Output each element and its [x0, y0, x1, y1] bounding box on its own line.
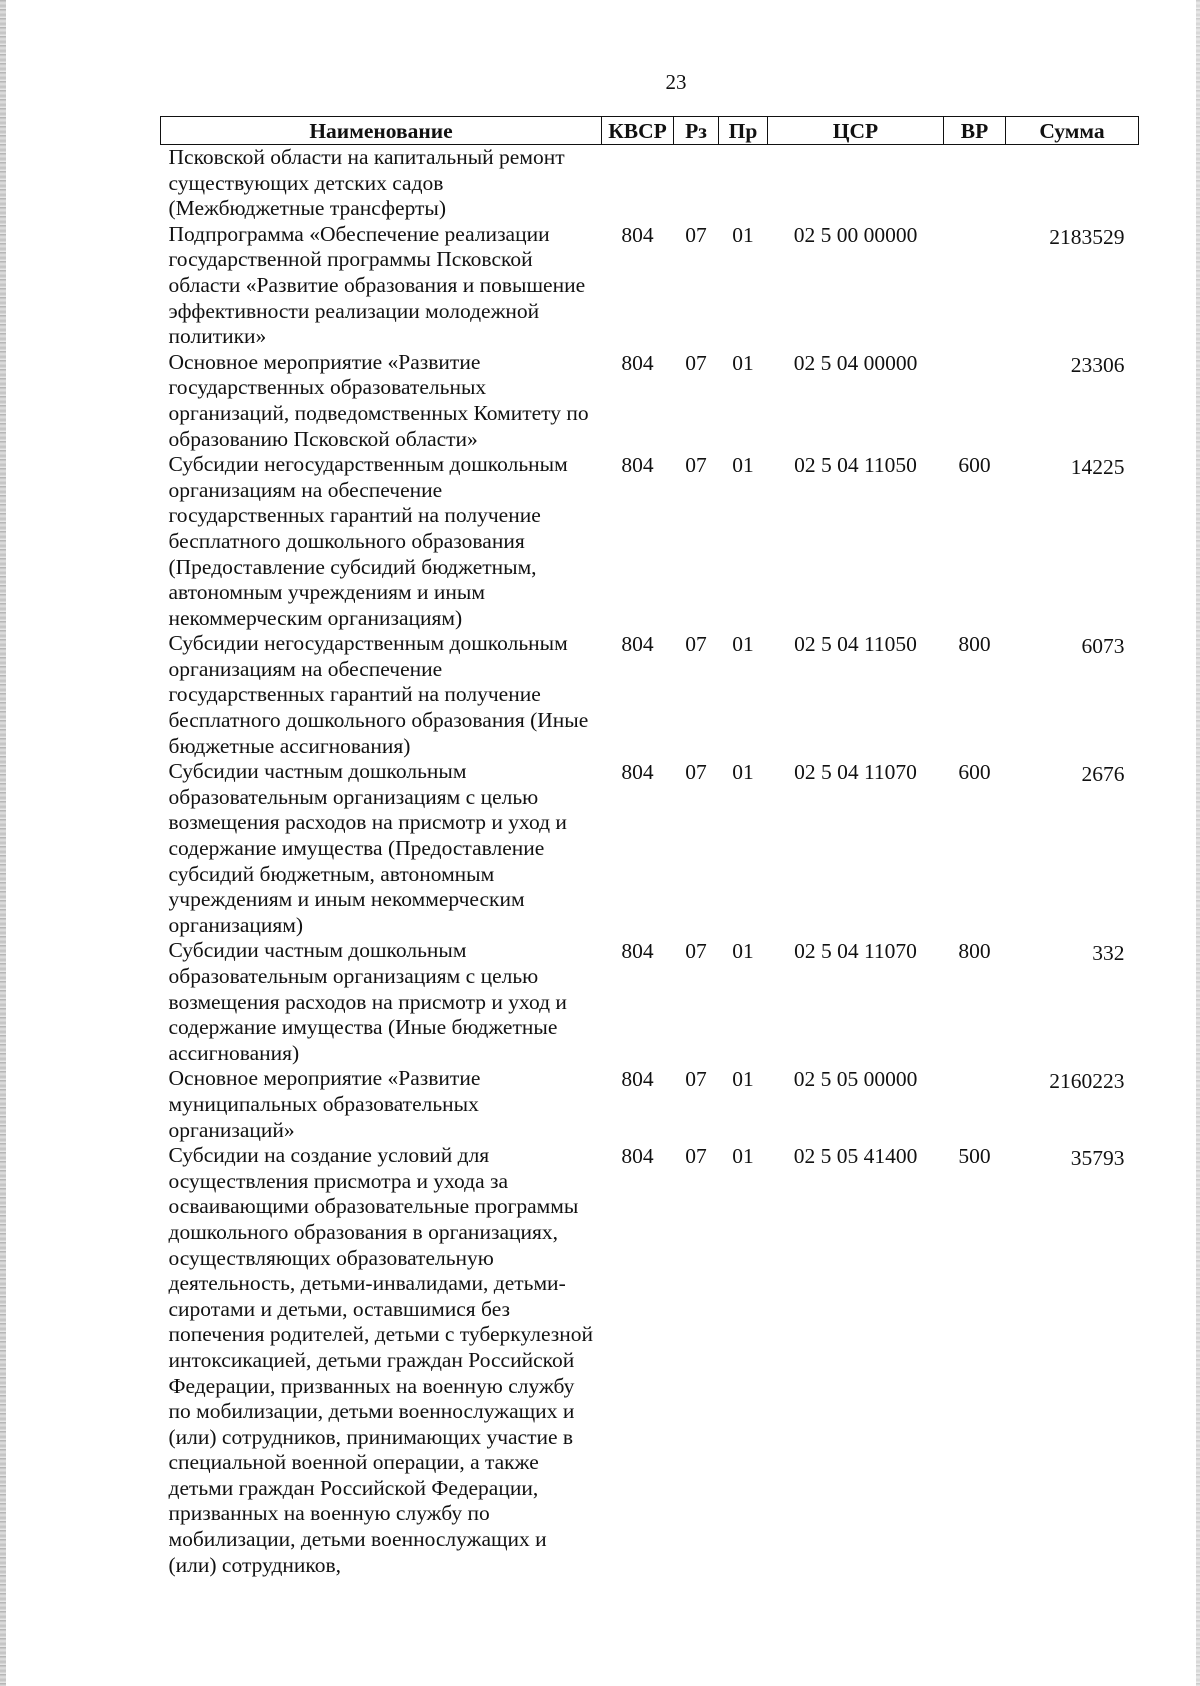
table-header-row	[161, 117, 1139, 145]
row-sum: 23306	[1070, 352, 1125, 377]
row-vr: 600	[958, 760, 991, 785]
row-pr: 01	[732, 1067, 754, 1092]
row-kvsr: 804	[621, 632, 654, 657]
table-row	[161, 452, 1139, 631]
row-pr: 01	[732, 222, 754, 247]
scan-edge-right	[1196, 0, 1200, 1686]
row-vr	[944, 1066, 1006, 1143]
row-pr	[719, 145, 768, 222]
row-kvsr: 804	[621, 453, 654, 478]
row-sum: 332	[1092, 941, 1125, 966]
table-row	[161, 350, 1139, 452]
row-csr	[768, 145, 944, 222]
row-name: Псковской области на капитальный ремонт существующих детских садов (Межбюджетные трансферты)	[168, 145, 565, 221]
row-kvsr: 804	[621, 350, 654, 375]
row-csr: 02 5 04 11050	[794, 453, 917, 478]
row-sum: 6073	[1081, 634, 1125, 659]
row-sum: 2160223	[1049, 1069, 1125, 1094]
scan-edge-left	[0, 0, 6, 1686]
row-pr: 01	[732, 632, 754, 657]
row-vr: 500	[958, 1144, 991, 1169]
row-pr: 01	[732, 1144, 754, 1169]
row-vr: 800	[958, 632, 991, 657]
table-row	[161, 938, 1139, 1066]
row-rz	[674, 145, 719, 222]
row-sum: 2676	[1081, 762, 1125, 787]
row-name: Субсидии на создание условий для осуществления присмотра и ухода за осваивающими образовательные программы дошкольного образования в организациях, осуществляющих образовательную деятельность, детьми-инвалидами, детьми-сиротами и детьми, оставшимися без попечения родителей, детьми с туберкулезной интоксикацией, детьми граждан Российской Федерации, призванных на военную службу по мобилизации, детьми военнослужащих и (или) сотрудников, принимающих участие в специальной военной операции, а также детьми граждан Российской Федерации, призванных на военную службу по мобилизации, детьми военнослужащих и (или) сотрудников,	[168, 1143, 594, 1577]
row-sum: 2183529	[1049, 224, 1125, 249]
table-row	[161, 631, 1139, 759]
row-pr: 01	[732, 760, 754, 785]
row-pr: 01	[732, 453, 754, 478]
row-pr: 01	[732, 350, 754, 375]
budget-table	[160, 116, 1139, 1578]
row-name: Основное мероприятие «Развитие муниципальных образовательных организаций»	[168, 1066, 481, 1142]
row-sum: 35793	[1070, 1146, 1125, 1171]
row-vr: 600	[958, 453, 991, 478]
row-kvsr: 804	[621, 1067, 654, 1092]
row-vr	[944, 222, 1006, 350]
row-rz: 07	[685, 1067, 707, 1092]
row-csr: 02 5 04 11070	[794, 760, 917, 785]
row-csr: 02 5 04 00000	[793, 350, 918, 375]
row-csr: 02 5 05 00000	[793, 1067, 918, 1092]
row-rz: 07	[685, 939, 707, 964]
row-rz: 07	[685, 350, 707, 375]
row-kvsr: 804	[621, 1144, 654, 1169]
row-sum: 14225	[1070, 455, 1125, 480]
row-rz: 07	[685, 632, 707, 657]
header-kvsr: КВСР	[602, 117, 674, 145]
row-name: Подпрограмма «Обеспечение реализации государственной программы Псковской области «Развитие образования и повышение эффективности реализации молодежной политики»	[168, 221, 586, 349]
row-csr: 02 5 00 00000	[793, 222, 918, 247]
row-vr: 800	[958, 939, 991, 964]
row-kvsr: 804	[621, 222, 654, 247]
row-name: Субсидии негосударственным дошкольным организациям на обеспечение государственных гарантий на получение бесплатного дошкольного образования (Предоставление субсидий бюджетным, автономным учреждениям и иным некоммерческим организациям)	[168, 452, 568, 630]
table-row	[161, 222, 1139, 350]
row-rz: 07	[685, 1144, 707, 1169]
row-rz: 07	[685, 453, 707, 478]
row-vr	[944, 350, 1006, 452]
header-rz: Рз	[674, 117, 719, 145]
page-number: 23	[665, 70, 687, 94]
table-row	[161, 1143, 1139, 1578]
row-name: Основное мероприятие «Развитие государственных образовательных организаций, подведомственных Комитету по образованию Псковской области»	[168, 349, 589, 451]
row-name: Субсидии частным дошкольным образовательным организациям с целью возмещения расходов на присмотр и уход и содержание имущества (Предоставление субсидий бюджетным, автономным учреждениям и иным некоммерческим организациям)	[168, 759, 567, 937]
row-kvsr: 804	[621, 760, 654, 785]
row-kvsr: 804	[621, 939, 654, 964]
header-name: Наименование	[161, 117, 602, 145]
row-sum	[1006, 145, 1139, 222]
row-csr: 02 5 04 11070	[794, 939, 917, 964]
row-rz: 07	[685, 760, 707, 785]
header-sum: Сумма	[1006, 117, 1139, 145]
row-csr: 02 5 05 41400	[793, 1144, 918, 1169]
header-vr: ВР	[944, 117, 1006, 145]
row-csr: 02 5 04 11050	[794, 632, 917, 657]
table-row	[161, 145, 1139, 222]
row-kvsr	[602, 145, 674, 222]
header-csr: ЦСР	[768, 117, 944, 145]
table-row	[161, 1066, 1139, 1143]
row-rz: 07	[685, 222, 707, 247]
table-row	[161, 759, 1139, 938]
row-vr	[944, 145, 1006, 222]
row-name: Субсидии частным дошкольным образовательным организациям с целью возмещения расходов на присмотр и уход и содержание имущества (Иные бюджетные ассигнования)	[168, 938, 567, 1065]
row-name: Субсидии негосударственным дошкольным организациям на обеспечение государственных гарантий на получение бесплатного дошкольного образования (Иные бюджетные ассигнования)	[168, 631, 589, 758]
row-pr: 01	[732, 939, 754, 964]
header-pr: Пр	[719, 117, 768, 145]
